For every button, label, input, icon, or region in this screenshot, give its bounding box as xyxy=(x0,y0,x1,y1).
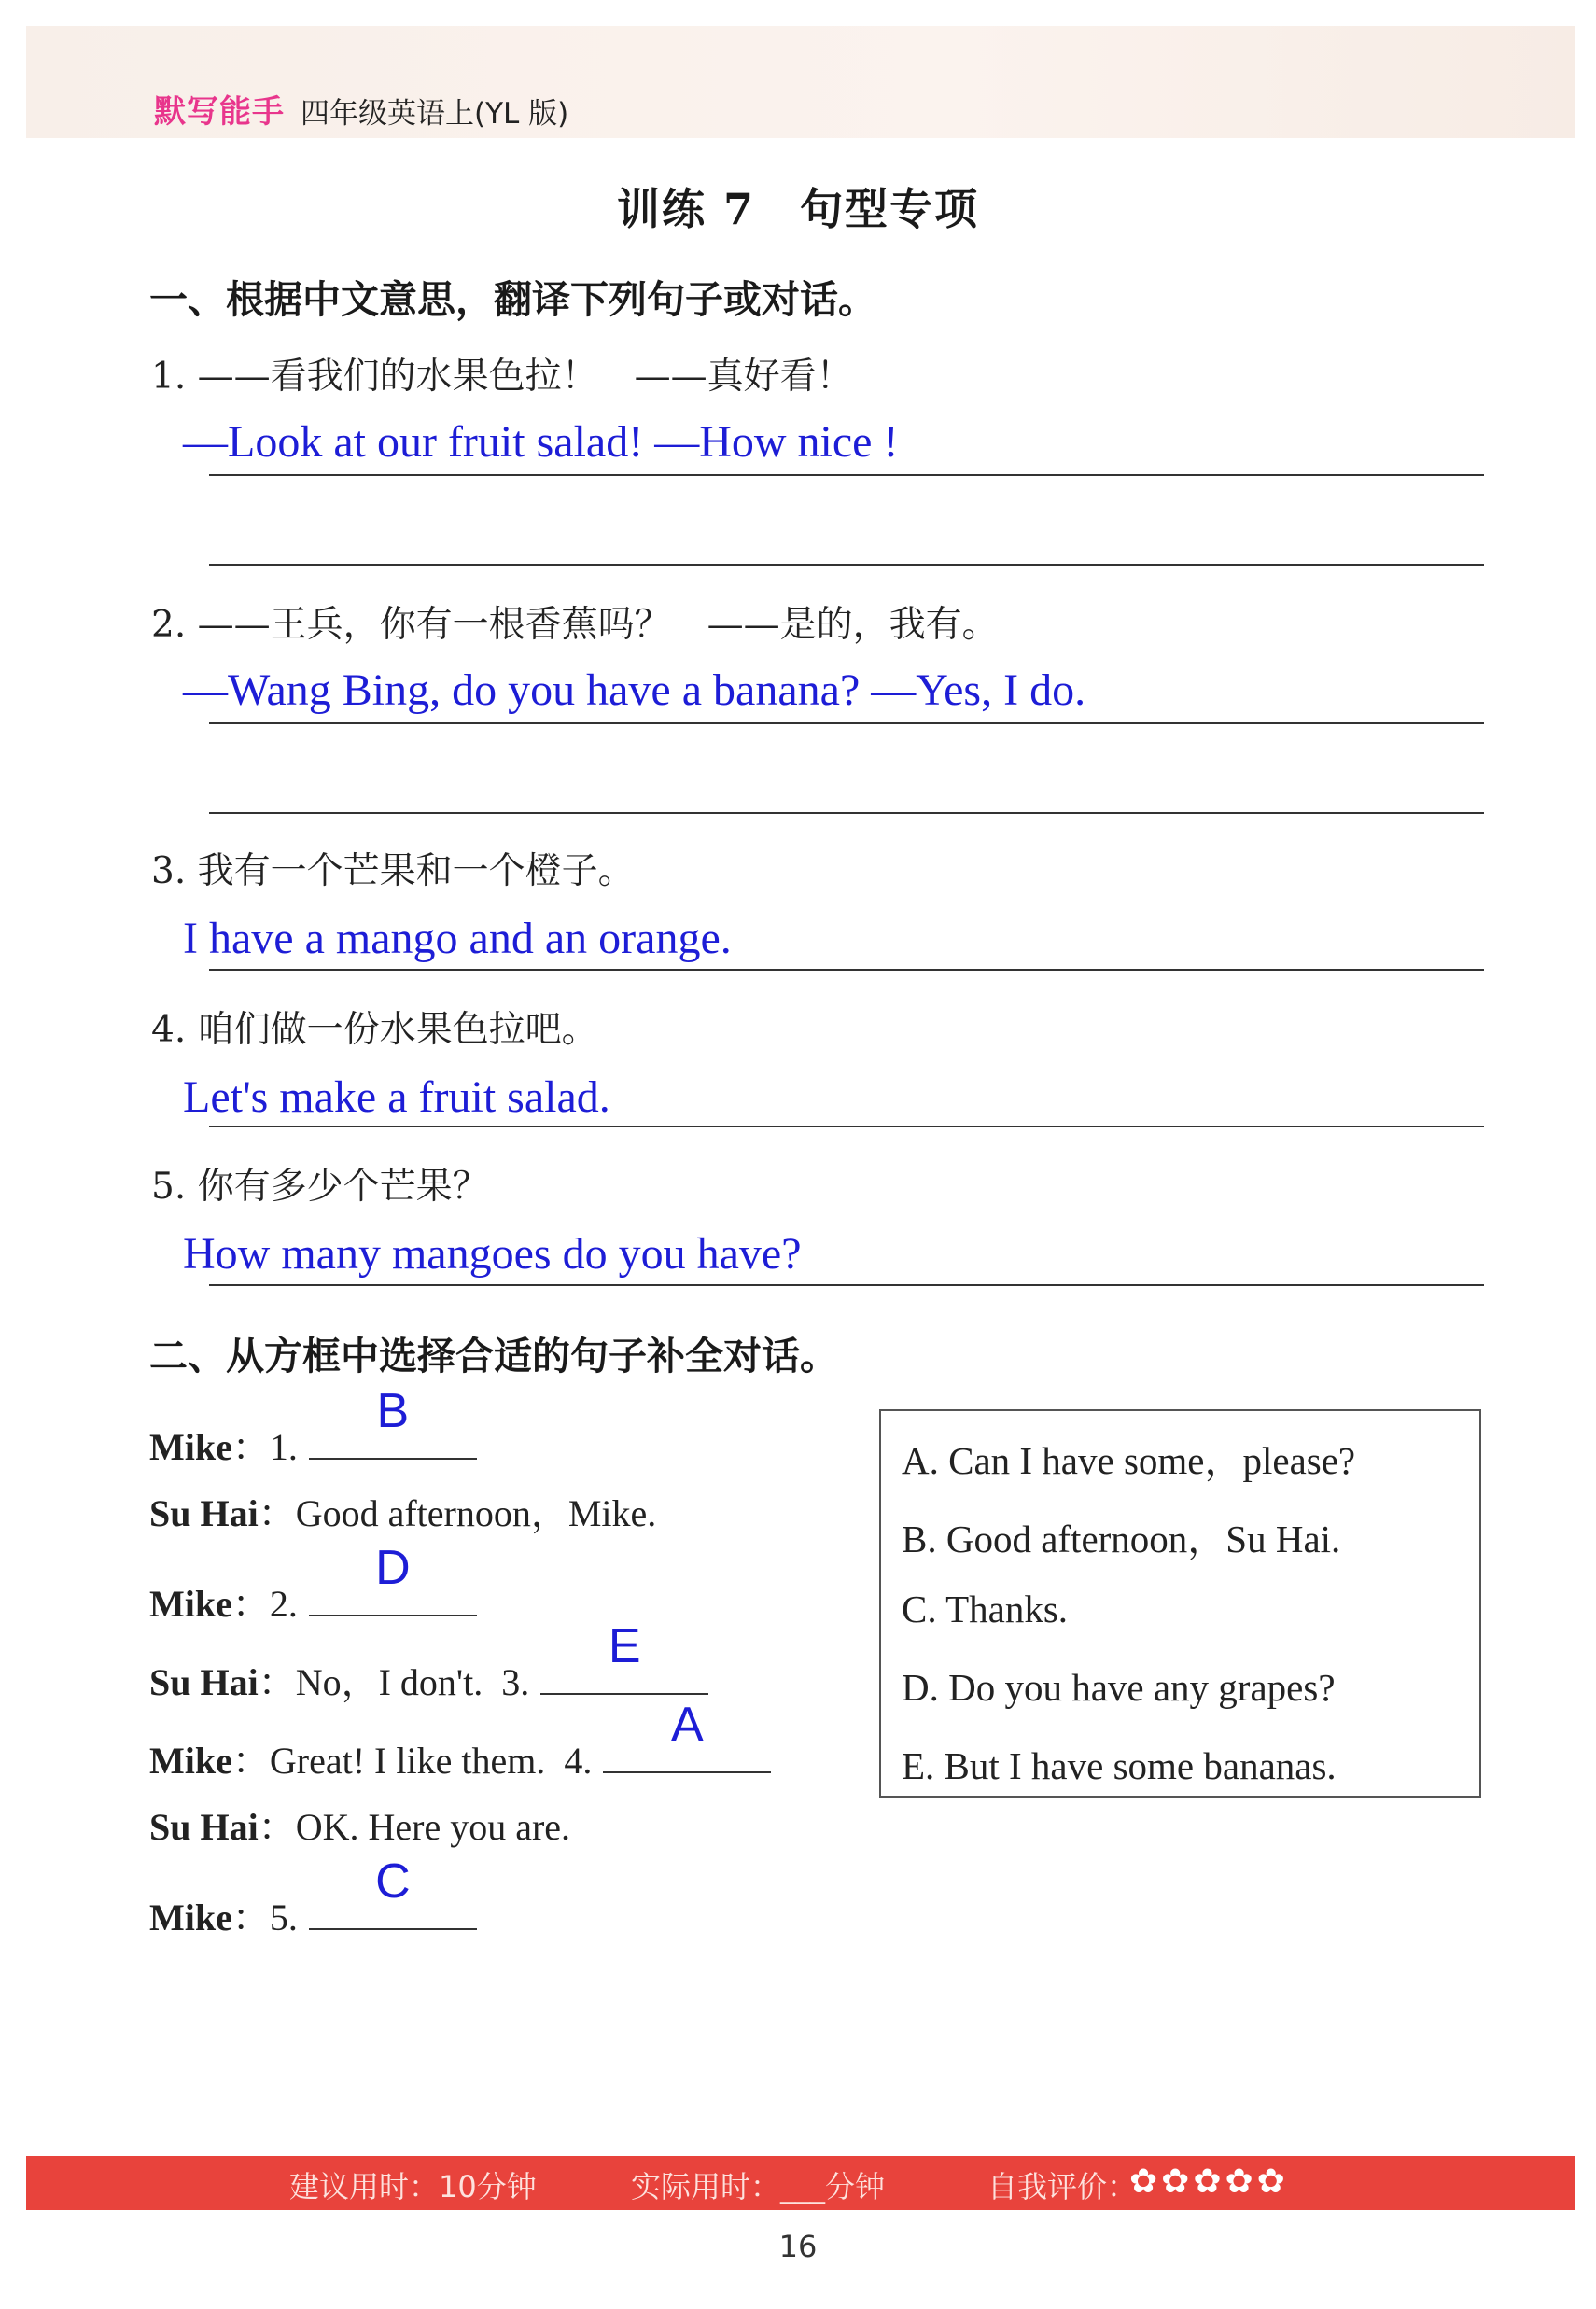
blank-answer: B xyxy=(376,1384,410,1438)
blank-answer: D xyxy=(375,1541,411,1595)
answer-blank xyxy=(603,1698,771,1773)
option-c: C. Thanks. xyxy=(902,1588,1069,1630)
speaker-separator: ： xyxy=(231,1583,270,1625)
answer-line xyxy=(209,474,1484,476)
question-2-text: 2. ——王兵，你有一根香蕉吗？ ——是的，我有。 xyxy=(151,604,999,646)
question-5-text: 5. 你有多少个芒果？ xyxy=(151,1166,489,1208)
speaker-separator: ： xyxy=(258,1661,296,1703)
answer-line xyxy=(209,812,1484,814)
book-title: 四年级英语上(YL 版) xyxy=(301,97,569,131)
page-number: 16 xyxy=(778,2229,818,2264)
answer-3: I have a mango and an orange. xyxy=(183,914,732,963)
dialogue-text: No，I don't. xyxy=(295,1661,483,1703)
page-title: 训练 7 句型专项 xyxy=(616,184,980,234)
answer-blank xyxy=(309,1384,477,1460)
blank-answer: C xyxy=(375,1854,411,1909)
dialogue-line-3 xyxy=(149,1541,477,1628)
answer-4: Let's make a fruit salad. xyxy=(183,1072,610,1122)
dialogue-line-7 xyxy=(149,1854,477,1941)
question-3-text: 3. 我有一个芒果和一个橙子。 xyxy=(151,850,635,892)
speaker-separator: ： xyxy=(258,1806,296,1848)
answer-5: How many mangoes do you have? xyxy=(183,1229,802,1279)
dialogue-line-2 xyxy=(149,1484,656,1537)
section1-title: 一、根据中文意思，翻译下列句子或对话。 xyxy=(149,277,876,322)
speaker: Su Hai xyxy=(149,1806,259,1848)
blank-number: 4. xyxy=(564,1740,593,1782)
option-b: B. Good afternoon，Su Hai. xyxy=(902,1518,1341,1560)
answer-line xyxy=(209,1126,1484,1127)
speaker: Mike xyxy=(149,1426,232,1468)
suggested-time: 建议用时：10分钟 xyxy=(289,2169,537,2204)
blank-answer: E xyxy=(608,1619,641,1673)
question-1-text: 1. ——看我们的水果色拉！ ——真好看！ xyxy=(151,356,853,398)
self-evaluation-label: 自我评价： xyxy=(987,2169,1138,2204)
speaker-separator: ： xyxy=(231,1426,270,1468)
blank-number: 1. xyxy=(269,1426,298,1468)
series-title: 默写能手 xyxy=(154,93,285,131)
dialogue-line-1 xyxy=(149,1384,477,1471)
dialogue-line-5 xyxy=(149,1698,771,1784)
speaker: Su Hai xyxy=(149,1492,259,1534)
question-4-text: 4. 咱们做一份水果色拉吧。 xyxy=(151,1009,598,1051)
speaker: Mike xyxy=(149,1583,232,1625)
blank-answer: A xyxy=(670,1698,704,1752)
answer-blank xyxy=(309,1541,477,1616)
option-a: A. Can I have some，please? xyxy=(902,1439,1356,1482)
answer-line xyxy=(209,969,1484,971)
option-d: D. Do you have any grapes? xyxy=(902,1666,1336,1709)
speaker: Su Hai xyxy=(149,1661,259,1703)
answer-blank xyxy=(309,1854,477,1930)
dialogue-text: Good afternoon，Mike. xyxy=(295,1492,657,1534)
options-box xyxy=(879,1409,1481,1798)
speaker-separator: ： xyxy=(231,1740,270,1782)
section2-title: 二、从方框中选择合适的句子补全对话。 xyxy=(149,1334,838,1378)
answer-line xyxy=(209,564,1484,566)
dialogue-line-6 xyxy=(149,1798,570,1851)
speaker-separator: ： xyxy=(231,1896,270,1938)
dialogue-text: OK. Here you are. xyxy=(295,1806,571,1848)
speaker: Mike xyxy=(149,1896,232,1938)
speaker-separator: ： xyxy=(258,1492,296,1534)
blank-number: 2. xyxy=(269,1583,298,1625)
actual-time: 实际用时：___分钟 xyxy=(631,2169,886,2204)
answer-line xyxy=(209,722,1484,724)
answer-line xyxy=(209,1284,1484,1286)
speaker: Mike xyxy=(149,1740,232,1782)
answer-1: —Look at our fruit salad! —How nice ! xyxy=(183,417,899,467)
answer-blank xyxy=(540,1619,708,1695)
blank-number: 3. xyxy=(501,1661,530,1703)
dialogue-text: Great! I like them. xyxy=(269,1740,546,1782)
blank-number: 5. xyxy=(269,1896,298,1938)
answer-2: —Wang Bing, do you have a banana? —Yes, I do. xyxy=(183,665,1086,715)
rating-flower-icons: ✿✿✿✿✿ xyxy=(1129,2162,1289,2201)
option-e: E. But I have some bananas. xyxy=(902,1744,1337,1787)
